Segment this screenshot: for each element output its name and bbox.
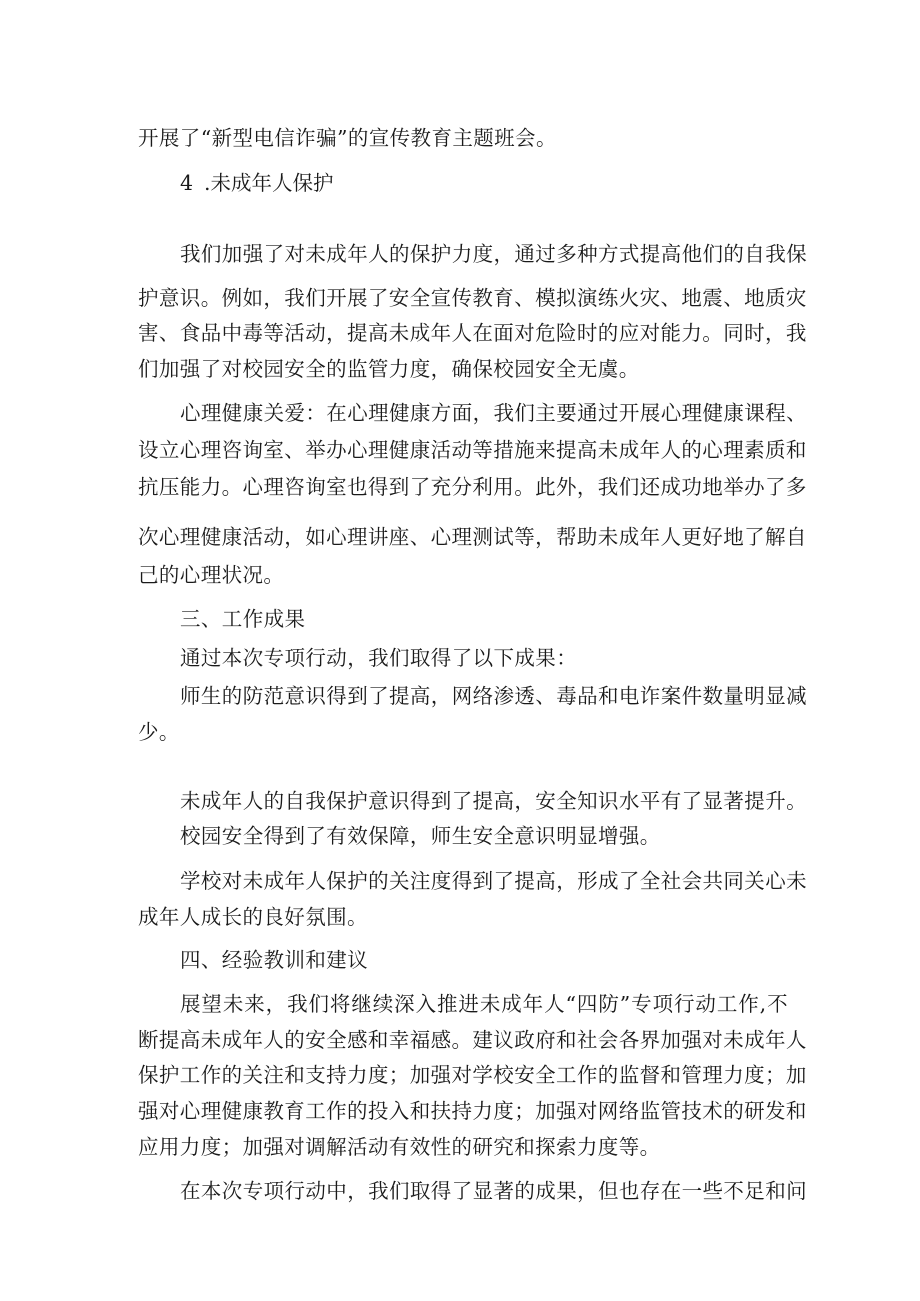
- paragraph-line: 开展了“新型电信诈骗”的宣传教育主题班会。: [138, 126, 557, 150]
- paragraph-line: 少。: [138, 720, 180, 744]
- section-heading: [180, 173, 380, 194]
- paragraph-line: 通过本次专项行动，我们取得了以下成果：: [180, 646, 578, 670]
- paragraph-line: 应用力度；加强对调解活动有效性的研究和探索力度等。: [138, 1135, 661, 1159]
- paragraph-line: 成年人成长的良好氛围。: [138, 905, 368, 929]
- paragraph-line: 在本次专项行动中，我们取得了显著的成果，但也存在一些不足和问: [180, 1179, 807, 1203]
- paragraph-line: 断提高未成年人的安全感和幸福感。建议政府和社会各界加强对未成年人: [138, 1028, 807, 1052]
- paragraph-line: 设立心理咨询室、举办心理健康活动等措施来提高未成年人的心理素质和: [138, 438, 807, 462]
- section-number: 4: [180, 171, 194, 195]
- paragraph-line: 护意识。例如，我们开展了安全宣传教育、模拟演练火灾、地震、地质灾: [138, 286, 807, 310]
- section-title: .未成年人保护: [204, 171, 334, 195]
- paragraph-line: 们加强了对校园安全的监管力度，确保校园安全无虞。: [138, 357, 640, 381]
- section-heading: 三、工作成果: [180, 607, 306, 631]
- section-heading: 四、经验教训和建议: [180, 948, 369, 972]
- paragraph-line: 心理健康关爱：在心理健康方面，我们主要通过开展心理健康课程、: [180, 401, 807, 425]
- paragraph-line: 未成年人的自我保护意识得到了提高，安全知识水平有了显著提升。: [180, 789, 807, 813]
- paragraph-line: 师生的防范意识得到了提高，网络渗透、毒品和电诈案件数量明显减: [180, 684, 807, 708]
- paragraph-line: 己的心理状况。: [138, 563, 285, 587]
- paragraph-line: 害、食品中毒等活动，提高未成年人在面对危险时的应对能力。同时，我: [138, 321, 807, 345]
- paragraph-line: 抗压能力。心理咨询室也得到了充分利用。此外，我们还成功地举办了多: [138, 475, 807, 499]
- paragraph-line: 校园安全得到了有效保障，师生安全意识明显增强。: [180, 824, 661, 848]
- paragraph-line: 学校对未成年人保护的关注度得到了提高，形成了全社会共同关心未: [180, 869, 807, 893]
- paragraph-line: 强对心理健康教育工作的投入和扶持力度；加强对网络监管技术的研发和: [138, 1099, 807, 1123]
- paragraph-line: 我们加强了对未成年人的保护力度，通过多种方式提高他们的自我保: [180, 242, 807, 266]
- paragraph-line: 保护工作的关注和支持力度；加强对学校安全工作的监督和管理力度；加: [138, 1063, 807, 1087]
- paragraph-line: 展望未来，我们将继续深入推进未成年人“四防”专项行动工作,不: [180, 992, 788, 1016]
- paragraph-line: 次心理健康活动，如心理讲座、心理测试等，帮助未成年人更好地了解自: [138, 525, 807, 549]
